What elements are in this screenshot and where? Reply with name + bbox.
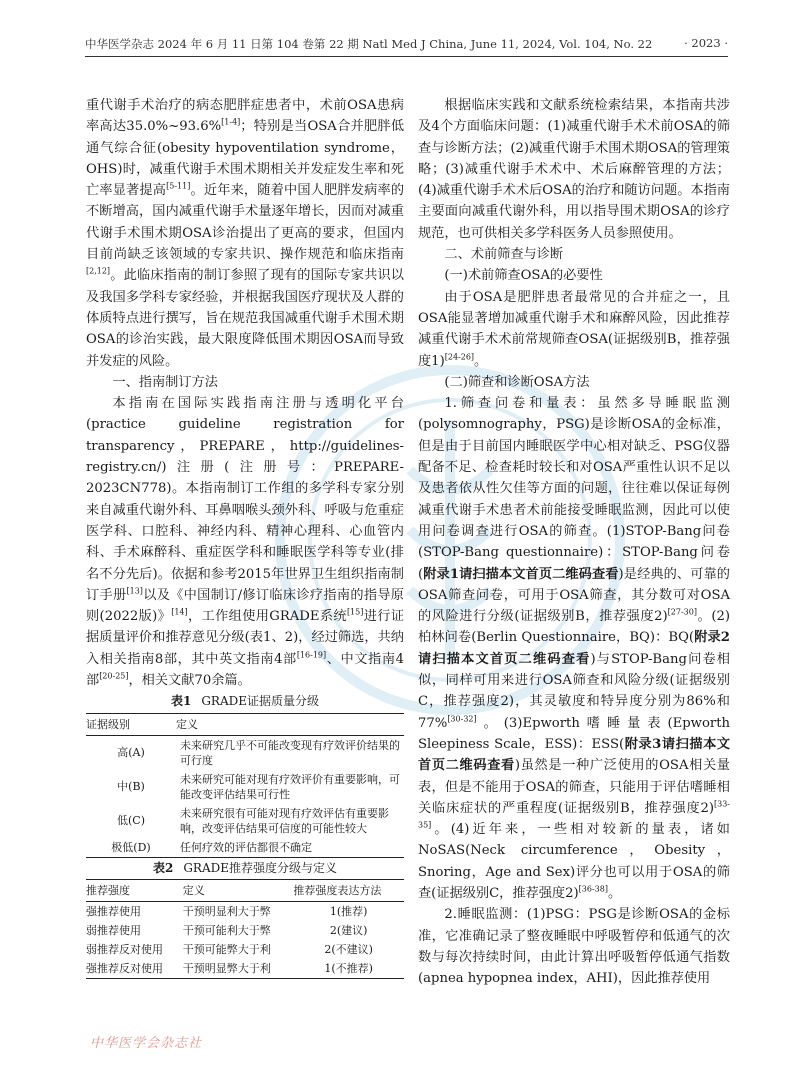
table-header: 证据级别 (86, 713, 176, 735)
table-row: 中(B) 未来研究可能对现有疗效评价有重要影响，可能改变评估结果可行性 (117, 772, 400, 801)
paragraph: 1.筛查问卷和量表：虽然多导睡眠监测(polysomnography，PSG)是诊断OSA的金标准，但是由于目前国内睡眠医学中心相对缺乏、PSG仪器配备不足、检查耗时较长和对OSA严重性认识不足以及患者依从性欠佳等方面的问题，往往难以保证每例减重代谢手术患者术前能接受睡眠监测，因此可以使用问卷调查进行OSA的筛查。(1)STOP-Bang问卷(STOP-Bang questionnaire)：STOP-Bang问卷(附录1请扫描本文首页二维码查看)是经典的、可靠的OSA筛查问卷，可用于OSA筛查，其分数可对OSA的风险进行分级(证据级别B，推荐强度2)[27-30]。(2)柏林问卷(Berlin Questionnaire，BQ)：BQ(附录2请扫描本文首页二维码查看)与STOP-Bang问卷相似，同样可用来进行OSA筛查和风险分级(证据级别C，推荐强度2)，其灵敏度和特异度分别为86%和77%[30-32]。(3)Epworth嗜睡量表(Epworth Sleepiness Scale，ESS)：ESS(附录3请扫描本文首页二维码查看)虽然是一种广泛使用的OSA相关量表，但是不能用于OSA的筛查，只能用于评估嗜睡相关临床症状的严重程度(证据级别B，推荐强度2)[33-35]。(4)近年来，一些相对较新的量表，诸如NoSAS(Neck circumference，Obesity，Snoring，Age and Sex)评分也可以用于OSA的筛查(证据级别C，推荐强度2)[36-38]。 (418, 396, 730, 901)
table-row: 强推荐反对使用 干预明显弊大于利 1(不推荐) (86, 961, 373, 975)
table2-caption: 表2 GRADE推荐强度分级与定义 (152, 860, 338, 875)
section-heading: 一、指南制订方法 (112, 374, 218, 390)
journal-citation: 中华医学杂志 2024 年 6 月 11 日第 104 卷第 22 期 Natl Med J China, June 11, 2024, Vol. 104, No. 22 (85, 37, 653, 51)
paragraph: 重代谢手术治疗的病态肥胖症患者中，术前OSA患病率高达35.0%~93.6%[1-4]；特别是当OSA合并肥胖低通气综合征(obesity hypoventilation syndrome，OHS)时，减重代谢手术围术期相关并发症发生率和死亡率显著提高[5-11]。近年来，随着中国人肥胖发病率的不断增高，国内减重代谢手术量逐年增长，因而对减重代谢手术围术期OSA诊治提出了更高的要求，但国内目前尚缺乏该领域的专家共识、操作规范和临床指南[2,12]。此临床指南的制订参照了现有的国际专家共识以及我国多学科专家经验，并根据我国医疗现状及人群的体质特点进行撰写，旨在规范我国减重代谢手术围术期OSA的诊治实践，最大限度降低围术期因OSA而导致并发症的风险。 (86, 98, 405, 369)
table-row: 低(C) 未来研究很有可能对现有疗效评估有重要影响，改变评估结果可信度的可能性较大 (117, 806, 389, 835)
paragraph: 2.睡眠监测：(1)PSG：PSG是诊断OSA的金标准，它准确记录了整夜睡眠中呼吸暂停和低通气的次数与每次持续时间，由此计算出呼吸暂停低通气指数(apnea hypopnea index，AHI)，因此推荐使用 (418, 907, 730, 987)
subsection-heading: (一)术前筛查OSA的必要性 (444, 268, 603, 284)
table-row: 弱推荐使用 干预可能利大于弊 2(建议) (86, 923, 368, 937)
left-column (86, 95, 404, 979)
table-header: 推荐强度 (86, 879, 183, 901)
table-header: 定义 (176, 713, 404, 735)
table-row: 高(A) 未来研究几乎不可能改变现有疗效评价结果的可行度 (117, 738, 400, 767)
table-row: 极低(D) 任何疗效的评估都很不确定 (111, 840, 312, 854)
running-header (85, 36, 728, 57)
paragraph: 本指南在国际实践指南注册与透明化平台(practice guideline registration for transparency，PREPARE，http://guidelines-registry.cn/)注册(注册号：PREPARE-2023CN778)。本指南制订工作组的多学科专家分别来自减重代谢外科、耳鼻咽喉头颈外科、呼吸与危重症医学科、口腔科、神经内科、精神心理科、心血管内科、手术麻醉科、重症医学科和睡眠医学科等专业(排名不分先后)。依据和参考2015年世界卫生组织指南制订手册[13]以及《中国制订/修订临床诊疗指南的指导原则(2022版)》[14]，工作组使用GRADE系统[15]进行证据质量评价和推荐意见分级(表1、2)，经过筛选，共纳入相关指南8部，其中英文指南4部[16-19]、中文指南4部[20-25]，相关文献70余篇。 (86, 396, 405, 689)
section-heading: 二、术前筛查与诊断 (444, 247, 564, 263)
publisher-logo: 中华医学会杂志社 (90, 1036, 203, 1051)
table-row: 弱推荐反对使用 干预可能弊大于利 2(不建议) (86, 942, 373, 956)
table1-evidence-quality (86, 713, 404, 858)
table2-recommendation-strength (86, 879, 404, 979)
paragraph: 由于OSA是肥胖患者最常见的合并症之一，且OSA能显著增加减重代谢手术和麻醉风险，因此推荐减重代谢手术术前常规筛查OSA(证据级别B，推荐强度1)[24-26]。 (418, 289, 730, 369)
subsection-heading: (二)筛查和诊断OSA方法 (444, 374, 590, 390)
page-number: · 2023 · (684, 36, 728, 50)
table-header: 定义 (183, 879, 294, 901)
table-header: 推荐强度表达方法 (293, 879, 404, 901)
paragraph: 根据临床实践和文献系统检索结果，本指南共涉及4个方面临床问题：(1)减重代谢手术术前OSA的筛查与诊断方法；(2)减重代谢手术围术期OSA的管理策略；(3)减重代谢手术术中、术后麻醉管理的方法；(4)减重代谢手术术后OSA的治疗和随访问题。本指南主要面向减重代谢外科，用以指导围术期OSA的诊疗规范，也可供相关多学科医务人员参照使用。 (418, 98, 730, 241)
table-row: 强推荐使用 干预明显利大于弊 1(推荐) (86, 904, 368, 918)
right-column (418, 95, 730, 989)
table1-caption: 表1 GRADE证据质量分级 (170, 694, 320, 709)
